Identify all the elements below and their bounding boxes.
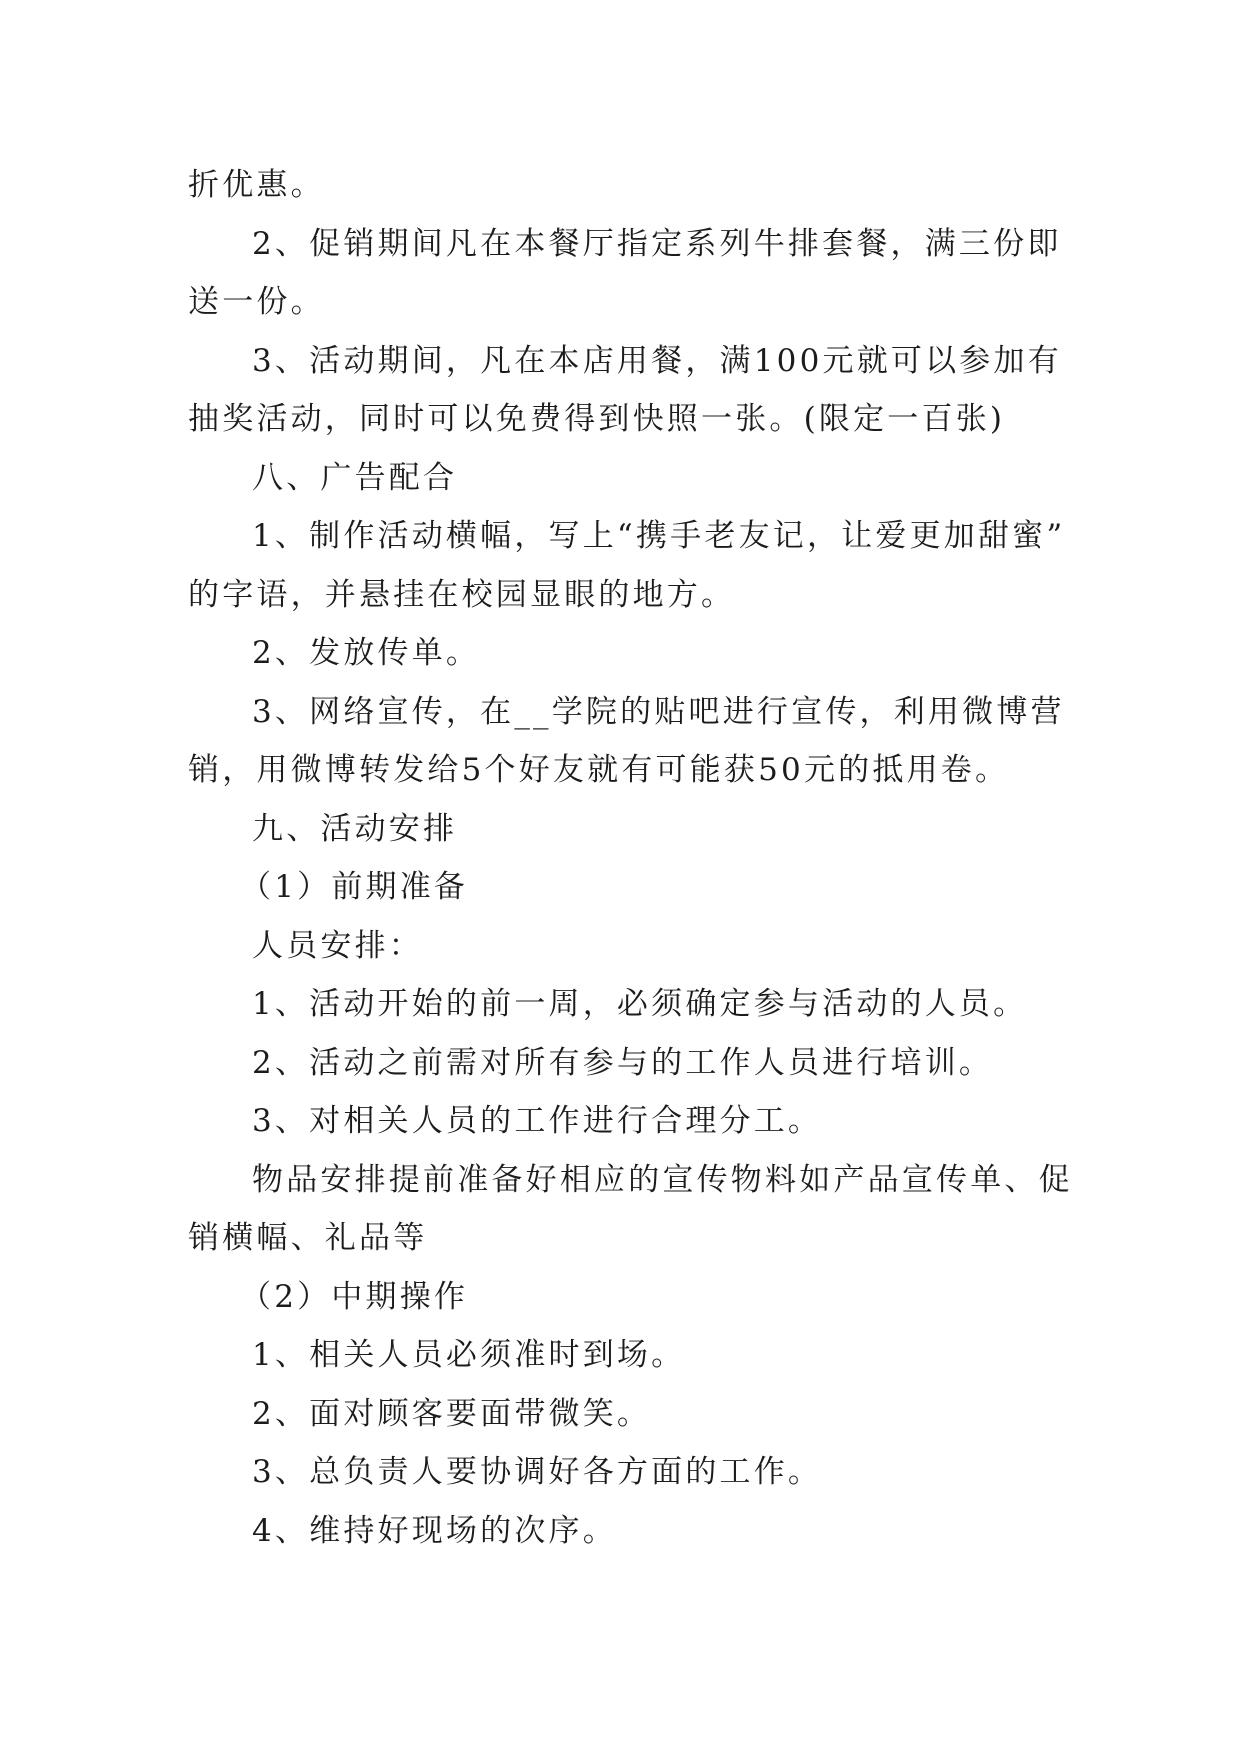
text-line: 抽奖活动，同时可以免费得到快照一张。(限定一百张)	[188, 401, 1006, 437]
text-line: 2、面对顾客要面带微笑。	[252, 1395, 652, 1432]
text-line: 2、促销期间凡在本餐厅指定系列牛排套餐，满三份即	[252, 225, 1062, 262]
text-line: 3、网络宣传，在__学院的贴吧进行宣传，利用微博营	[252, 693, 1065, 730]
text-line: 送一份。	[188, 284, 325, 320]
text-line: 1、活动开始的前一周，必须确定参与活动的人员。	[252, 986, 1028, 1022]
section-heading: 九、活动安排	[252, 810, 458, 847]
text-line: 1、相关人员必须准时到场。	[252, 1337, 686, 1373]
section-heading: 八、广告配合	[252, 459, 458, 496]
text-line: 销横幅、礼品等	[188, 1220, 428, 1256]
subsection-heading: （1）前期准备	[240, 869, 469, 905]
text-line: 4、维持好现场的次序。	[252, 1512, 617, 1549]
text-line: 3、总负责人要协调好各方面的工作。	[252, 1454, 823, 1490]
text-line: 物品安排提前准备好相应的宣传物料如产品宣传单、促	[252, 1161, 1073, 1198]
text-line: 的字语，并悬挂在校园显眼的地方。	[188, 576, 736, 613]
document-body	[188, 156, 1073, 1560]
text-line: 人员安排：	[252, 927, 423, 964]
text-line: 折优惠。	[188, 167, 325, 203]
subsection-heading: （2）中期操作	[240, 1278, 469, 1315]
text-line: 3、对相关人员的工作进行合理分工。	[252, 1103, 823, 1139]
text-line: 销，用微博转发给5个好友就有可能获50元的抵用卷。	[188, 752, 1010, 788]
text-line: 3、活动期间，凡在本店用餐，满100元就可以参加有	[252, 342, 1062, 379]
text-line: 2、活动之前需对所有参与的工作人员进行培训。	[252, 1044, 994, 1081]
text-line: 1、制作活动横幅，写上“携手老友记，让爱更加甜蜜”	[252, 518, 1066, 554]
text-line: 2、发放传单。	[252, 635, 481, 671]
